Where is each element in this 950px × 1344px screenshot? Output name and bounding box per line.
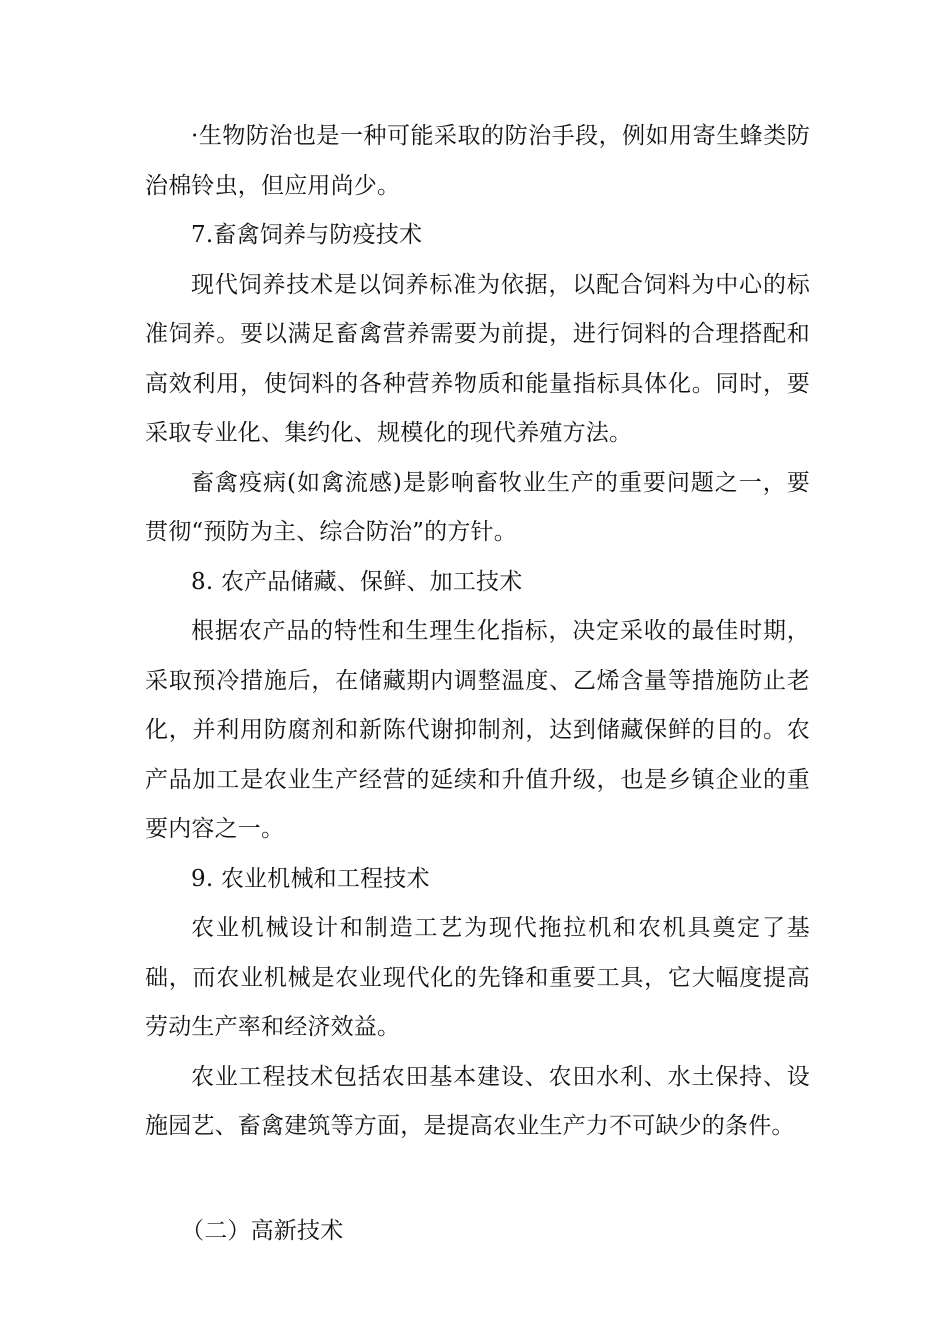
- paragraph-agricultural-machinery: 农业机械设计和制造工艺为现代拖拉机和农机具奠定了基础，而农业机械是农业现代化的先锋和重要工具，它大幅度提高劳动生产率和经济效益。: [145, 915, 810, 1040]
- paragraph-storage-processing: 根据农产品的特性和生理生化指标，决定采收的最佳时期，采取预冷措施后，在储藏期内调整温度、乙烯含量等措施防止老化，并利用防腐剂和新陈代谢抑制剂，达到储藏保鲜的目的。农产品加工是农业生产经营的延续和升值升级，也是乡镇企业的重要内容之一。: [145, 618, 810, 842]
- heading-livestock-feeding: 7.畜禽饲养与防疫技术: [191, 222, 423, 248]
- paragraph-modern-feeding: 现代饲养技术是以饲养标准为依据，以配合饲料为中心的标准饲养。要以满足畜禽营养需要为前提，进行饲料的合理搭配和高效利用，使饲料的各种营养物质和能量指标具体化。同时，要采取专业化、集约化、规模化的现代养殖方法。: [145, 271, 810, 446]
- document-body: [145, 112, 810, 1256]
- paragraph-agricultural-engineering: 农业工程技术包括农田基本建设、农田水利、水土保持、设施园艺、畜禽建筑等方面，是提高农业生产力不可缺少的条件。: [145, 1063, 810, 1139]
- paragraph-biological-control: ·生物防治也是一种可能采取的防治手段，例如用寄生蜂类防治棉铃虫，但应用尚少。: [145, 123, 810, 199]
- heading-storage-processing: 8. 农产品储藏、保鲜、加工技术: [191, 568, 523, 595]
- paragraph-disease-prevention: 畜禽疫病(如禽流感)是影响畜牧业生产的重要问题之一，要贯彻“预防为主、综合防治”的方针。: [145, 469, 810, 545]
- section-spacer: [145, 1152, 810, 1207]
- section-heading-high-tech: （二）高新技术: [181, 1217, 344, 1244]
- heading-machinery-engineering: 9. 农业机械和工程技术: [191, 865, 430, 892]
